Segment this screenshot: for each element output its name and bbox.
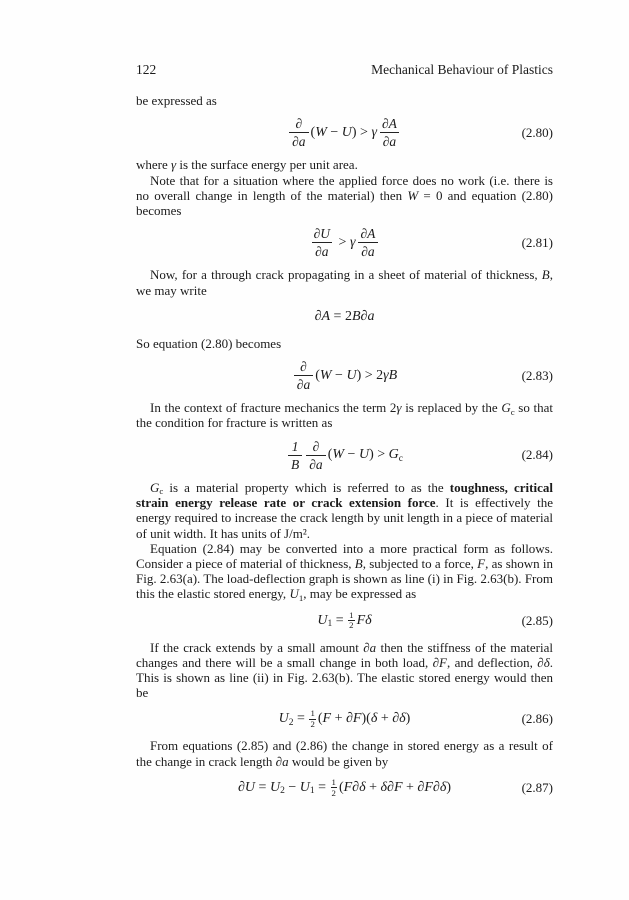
math-text: (W − U) > 2γB — [315, 367, 398, 383]
paragraph: In the context of fracture mechanics the term 2γ is replaced by the $G_c$ so that the condition for fracture is written as — [136, 400, 553, 431]
equation-body — [317, 611, 371, 631]
fraction: $\frac{1}{B}$ — [288, 439, 302, 472]
fraction: $\frac{\partial A}{\partial a}$ — [357, 226, 378, 259]
math-text: > γ — [335, 234, 356, 250]
math-text: (F∂δ + δ∂F + ∂F∂δ) — [338, 779, 452, 795]
equation-number: (2.87) — [521, 779, 553, 795]
paragraph: be expressed as — [136, 93, 217, 108]
equation — [136, 226, 553, 259]
fraction: $\frac{\partial}{\partial a}$ — [294, 359, 313, 392]
equation — [136, 306, 553, 328]
fraction: $\frac{\partial A}{\partial a}$ — [379, 116, 400, 149]
equation — [136, 610, 553, 632]
equation-body — [292, 359, 397, 392]
math-text: $U_1$ = — [317, 612, 348, 630]
equation-number: (2.85) — [521, 612, 553, 628]
running-title: Mechanical Behaviour of Plastics — [371, 62, 553, 77]
document-content — [136, 93, 553, 799]
math-text: ∂A = 2B∂a — [314, 308, 375, 324]
math-text: (F + ∂F)(δ + ∂δ) — [317, 711, 411, 727]
fraction: $\frac{1}{2}$ — [331, 776, 336, 798]
paragraph: where γ is the surface energy per unit area. — [136, 157, 358, 173]
fraction: $\frac{\partial}{\partial a}$ — [306, 439, 325, 472]
equation — [136, 777, 553, 799]
equation — [136, 116, 553, 149]
paragraph: $G_c$ is a material property which is referred to as the toughness, critical strain energy release rate or crack extension force. It is effectively the energy required to increase the crack length by unit length in a piece of material of unit width. It has units of J/m². — [136, 479, 553, 541]
equation — [136, 439, 553, 472]
math-text: $U_2$ = — [278, 711, 309, 728]
math-text: (W − U) > γ — [310, 124, 377, 140]
equation — [136, 708, 553, 730]
math-text: $\partial U = U_2 - U_1$ = — [237, 779, 330, 797]
fraction: $\frac{1}{2}$ — [310, 708, 315, 730]
equation-body — [286, 439, 403, 472]
equation-body — [287, 116, 402, 149]
equation-number: (2.83) — [521, 367, 553, 383]
equation-body — [315, 309, 375, 325]
paragraph: From equations (2.85) and (2.86) the change in stored energy as a result of the change in crack length ∂a would be given by — [136, 738, 553, 769]
running-header — [136, 62, 553, 78]
equation — [136, 359, 553, 392]
page-number: 122 — [136, 62, 157, 77]
equation-body — [238, 778, 451, 798]
equation-number: (2.84) — [521, 447, 553, 463]
equation-number: (2.80) — [521, 124, 553, 140]
equation-body — [279, 709, 411, 729]
paragraph: Now, for a through crack propagating in a sheet of material of thickness, B, we may write — [136, 267, 553, 298]
math-text: $(W - U) > G_c$ — [327, 447, 403, 464]
math-text: Fδ — [356, 612, 372, 628]
fraction: $\frac{\partial}{\partial a}$ — [289, 116, 308, 149]
equation-number: (2.86) — [521, 711, 553, 727]
equation-number: (2.81) — [521, 234, 553, 250]
paragraph: If the crack extends by a small amount ∂a then the stiffness of the material changes and there will be a small change in both load, ∂F, and deflection, ∂δ. This is shown as line (ii) in Fig. 2.63(b). The elastic stored energy would then be — [136, 639, 554, 701]
fraction: $\frac{\partial U}{\partial a}$ — [313, 226, 331, 260]
equation-body — [309, 226, 381, 259]
fraction: $\frac{1}{2}$ — [349, 609, 354, 631]
paragraph: So equation (2.80) becomes — [136, 335, 282, 351]
paragraph: Note that for a situation where the applied force does no work (i.e. there is no overall change in length of the material) then W = 0 and equation (2.80) becomes — [136, 172, 553, 219]
paragraph: Equation (2.84) may be converted into a more practical form as follows. Consider a piece of material of thickness, B, subjected to a force, F, as shown in Fig. 2.63(a). The load-deflection graph is shown as line (i) in Fig. 2.63(b). From this the elastic stored energy, $U_1$, may be expressed as — [136, 540, 553, 603]
